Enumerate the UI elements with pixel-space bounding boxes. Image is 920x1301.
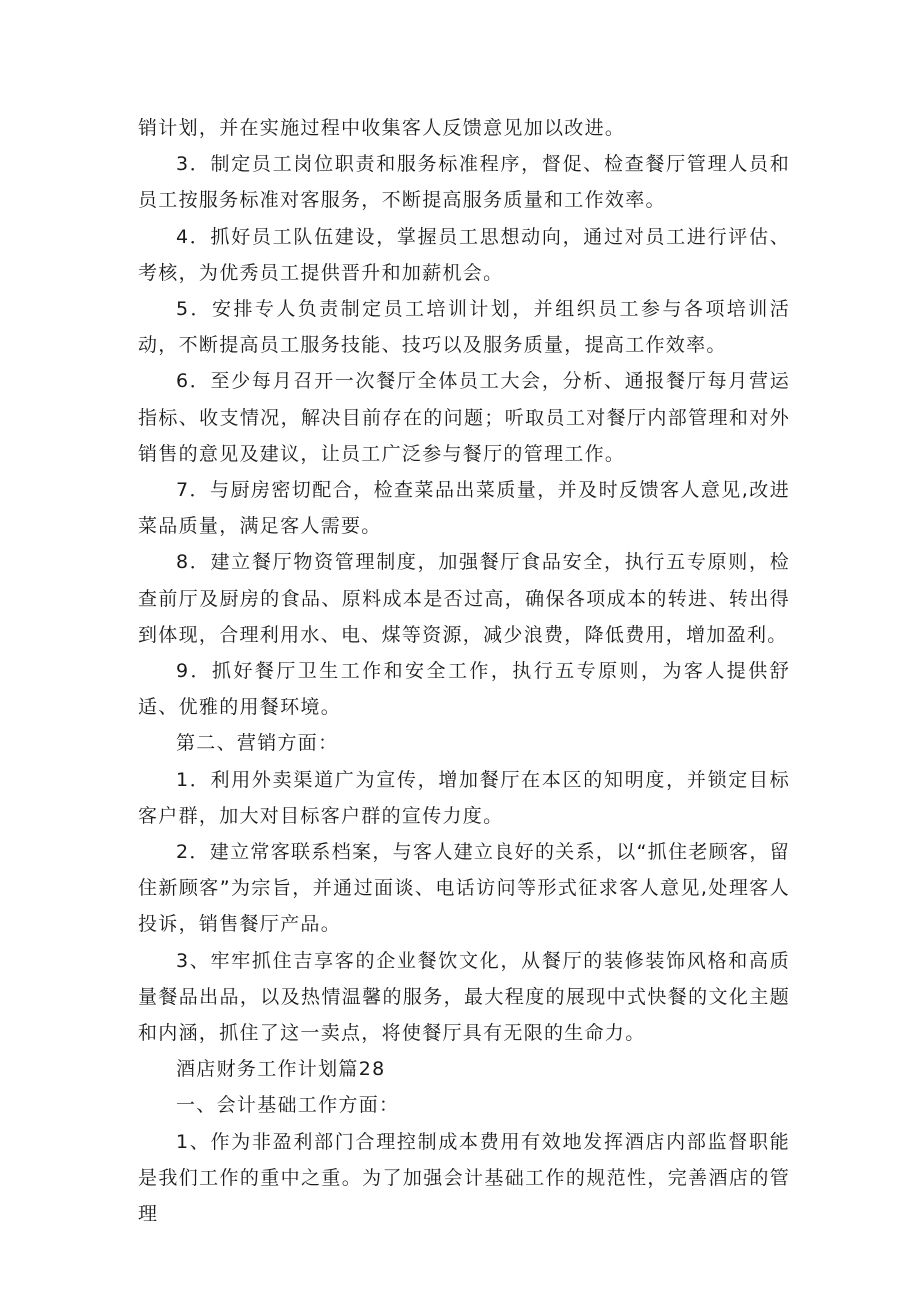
marketing-item-3: 3、牢牢抓住吉享客的企业餐饮文化，从餐厅的装修装饰风格和高质量餐品出品，以及热情温馨的服务，最大程度的展现中式快餐的文化主题和内涵，抓住了这一卖点，将使餐厅具有无限的生命力。 bbox=[138, 949, 790, 1045]
paragraph-item-4: 4．抓好员工队伍建设，掌握员工思想动向，通过对员工进行评估、考核，为优秀员工提供晋升和加薪机会。 bbox=[138, 225, 790, 284]
accounting-item-1: 1、作为非盈利部门合理控制成本费用有效地发挥酒店内部监督职能是我们工作的重中之重。为了加强会计基础工作的规范性，完善酒店的管理 bbox=[138, 1130, 790, 1226]
paragraph-item-5: 5．安排专人负责制定员工培训计划，并组织员工参与各项培训活动，不断提高员工服务技能、技巧以及服务质量，提高工作效率。 bbox=[138, 298, 790, 357]
paragraph-continuation: 销计划，并在实施过程中收集客人反馈意见加以改进。 bbox=[138, 117, 626, 139]
document-body bbox=[138, 110, 790, 1232]
section-heading-accounting: 一、会计基础工作方面： bbox=[176, 1094, 400, 1117]
paragraph-item-7: 7．与厨房密切配合，检查菜品出菜质量，并及时反馈客人意见,改进菜品质量，满足客人需要。 bbox=[138, 479, 790, 538]
paragraph-item-8: 8．建立餐厅物资管理制度，加强餐厅食品安全，执行五专原则，检查前厅及厨房的食品、原料成本是否过高，确保各项成本的转进、转出得到体现，合理利用水、电、煤等资源，减少浪费，降低费用，增加盈利。 bbox=[138, 551, 790, 646]
paragraph-item-6: 6．至少每月召开一次餐厅全体员工大会，分析、通报餐厅每月营运指标、收支情况，解决目前存在的问题；听取员工对餐厅内部管理和对外销售的意见及建议，让员工广泛参与餐厅的管理工作。 bbox=[138, 370, 790, 465]
marketing-item-2: 2．建立常客联系档案，与客人建立良好的关系，以“抓住老顾客，留住新顾客”为宗旨，并通过面谈、电话访问等形式征求客人意见,处理客人投诉，销售餐厅产品。 bbox=[138, 841, 790, 936]
marketing-item-1: 1．利用外卖渠道广为宣传，增加餐厅在本区的知明度，并锁定目标客户群，加大对目标客户群的宣传力度。 bbox=[138, 768, 790, 827]
paragraph-item-3: 3．制定员工岗位职责和服务标准程序，督促、检查餐厅管理人员和员工按服务标准对客服务，不断提高服务质量和工作效率。 bbox=[138, 153, 790, 212]
paragraph-item-9: 9．抓好餐厅卫生工作和安全工作，执行五专原则，为客人提供舒适、优雅的用餐环境。 bbox=[138, 660, 790, 719]
article-title: 酒店财务工作计划篇28 bbox=[176, 1058, 386, 1081]
section-heading-marketing: 第二、营销方面： bbox=[176, 732, 339, 755]
